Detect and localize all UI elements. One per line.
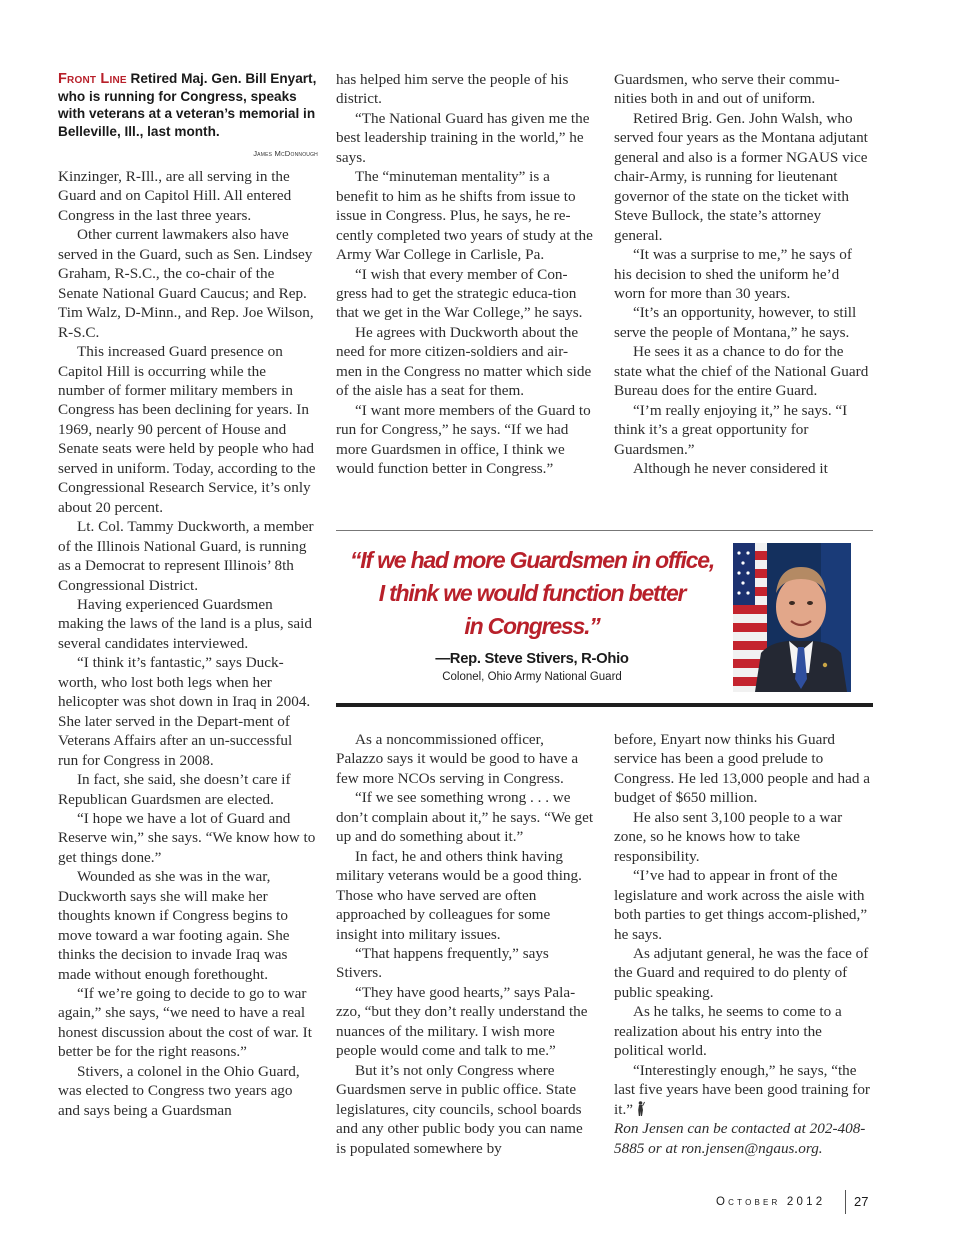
paragraph: “That happens frequently,” says Stivers. — [336, 944, 549, 982]
paragraph: Kinzinger, R-Ill., are all serving in the Guard and on Capitol Hill. All entered Congress in the last three years. — [58, 168, 292, 224]
caption-tag: Front Line — [58, 71, 127, 87]
paragraph: The “minuteman mentality” is a benefit to him as he shifts from issue to issue in Congress. Plus, he says, he re-cently completed two years of study at the Army War College in Carlisle, Pa. — [336, 168, 593, 264]
pullquote-top-rule — [336, 530, 873, 531]
paragraph: As he talks, he seems to come to a realization about his entry into the political world. — [614, 1003, 842, 1060]
paragraph: In fact, he and others think having military veterans would be a good thing. Those who have served are often approached by colleagues for some insight into military issues. — [336, 847, 582, 943]
paragraph: He also sent 3,100 people to a war zone, so he knows how to take responsibility. — [614, 808, 843, 865]
pull-quote — [336, 544, 728, 683]
paragraph: In fact, she said, she doesn’t care if Republican Guardsmen are elected. — [58, 771, 291, 808]
pullquote-bottom-rule — [336, 703, 873, 707]
paragraph: Other current lawmakers also have served in the Guard, such as Sen. Lindsey Graham, R-S.C., the co-chair of the Senate National Guard Caucus; and Rep. Tim Walz, D-Minn., and Rep. Joe Wilson, R-S.C. — [58, 226, 314, 341]
article-column-1 — [58, 167, 316, 1120]
paragraph: Stivers, a colonel in the Ohio Guard, was elected to Congress two years ago and says being a Guardsman — [58, 1062, 300, 1119]
portrait-photo — [733, 543, 851, 692]
paragraph: “I think it’s fantastic,” says Duck-worth, who lost both legs when her helicopter was shot down in Iraq in 2004. She later served in the Depart-ment of Veterans Affairs after an un-successful run for Congress in 2008. — [58, 654, 311, 769]
pull-quote-line: I think we would function better — [378, 580, 686, 606]
paragraph: “I wish that every member of Con-gress had to get the strategic educa-tion that we get in the War College,” he says. — [336, 265, 583, 322]
article-column-2-lower — [336, 730, 594, 1158]
portrait-illustration — [733, 543, 851, 692]
caption-text: Retired Maj. Gen. Bill Enyart, who is running for Congress, speaks with veterans at a veteran’s memorial in Belleville, Ill., last month. — [58, 71, 317, 139]
pull-quote-line: in Congress.” — [464, 613, 600, 639]
photo-caption — [58, 70, 320, 140]
minuteman-end-icon — [636, 1101, 645, 1116]
footer-divider — [845, 1190, 846, 1214]
paragraph: As a noncommissioned officer, Palazzo says it would be good to have a few more NCOs serving in Congress. — [336, 731, 579, 787]
paragraph: Having experienced Guardsmen making the laws of the land is a plus, said several candidates interviewed. — [58, 595, 312, 652]
photo-credit: James McDonnough — [253, 149, 318, 158]
paragraph: Guardsmen, who serve their commu-nities both in and out of uniform. — [614, 71, 840, 108]
paragraph: “It’s an opportunity, however, to still serve the people of Montana,” he says. — [614, 304, 857, 341]
paragraph: “They have good hearts,” says Pala-zzo, “but they don’t really understand the nuances of the military. I wish more people would come and talk to me.” — [336, 983, 588, 1060]
paragraph: He agrees with Duckworth about the need for more citizen-soldiers and air-men in the Congress no matter which side of the aisle has a seat for them. — [336, 323, 592, 400]
paragraph: “I want more members of the Guard to run for Congress,” he says. “If we had more Guardsmen in office, I think we would function better in Congress.” — [336, 401, 591, 478]
paragraph: “If we’re going to decide to go to war again,” she says, “we need to have a real honest discussion about the cost of war. It better be for the right reasons.” — [58, 985, 312, 1061]
paragraph: Lt. Col. Tammy Duckworth, a member of the Illinois National Guard, is running as a Democrat to represent Illinois’ 8th Congressional District. — [58, 518, 314, 594]
paragraph: Although he never considered it — [633, 460, 828, 478]
paragraph: “I’m really enjoying it,” he says. “I think it’s a great opportunity for Guardsmen.” — [614, 401, 848, 458]
article-column-2 — [336, 70, 594, 479]
closing-paragraph-text: “Interestingly enough,” he says, “the last five years have been good training for it.” — [614, 1061, 870, 1118]
paragraph: “The National Guard has given me the best leadership training in the world,” he says. — [336, 109, 590, 166]
paragraph: Wounded as she was in the war, Duckworth says she will make her thoughts known if Congress begins to move toward a war footing again. She thinks the decision to invade Iraq was made without enough forethought. — [58, 868, 290, 983]
footer-issue-date: October 2012 — [716, 1196, 826, 1208]
pull-quote-line: “If we had more Guardsmen in office, — [349, 547, 715, 573]
paragraph: before, Enyart now thinks his Guard service has been a good prelude to Congress. He led 13,000 people and had a budget of $650 million. — [614, 731, 871, 807]
paragraph: has helped him serve the people of his district. — [336, 71, 569, 108]
paragraph: But it’s not only Congress where Guardsmen serve in public office. State legislatures, city councils, school boards and any other public body you can name is populated somewhere by — [336, 1061, 583, 1157]
paragraph: “I hope we have a lot of Guard and Reserve win,” she says. “We know how to get things done.” — [58, 809, 316, 866]
article-column-3 — [614, 70, 870, 479]
paragraph: This increased Guard presence on Capitol Hill is occurring while the number of former military members in Congress has been declining for years. In 1969, nearly 90 percent of House and Senate seats were held by people who had served in uniform. Today, according to the Congressional Research Service, it’s only about 20 percent. — [58, 343, 316, 516]
paragraph — [614, 1061, 870, 1119]
pull-quote-attribution: —Rep. Steve Stivers, R-Ohio — [435, 651, 629, 667]
pull-quote-rank: Colonel, Ohio Army National Guard — [442, 671, 622, 683]
page-number: 27 — [854, 1194, 869, 1209]
paragraph: He sees it as a chance to do for the state what the chief of the National Guard Bureau does for the entire Guard. — [614, 343, 869, 400]
pull-quote-text — [336, 544, 728, 643]
paragraph: As adjutant general, he was the face of the Guard and required to do plenty of public speaking. — [614, 944, 869, 1001]
paragraph: “I’ve had to appear in front of the legislature and work across the aisle with both parties to get things accom-plished,” he says. — [614, 867, 868, 943]
paragraph: “If we see something wrong . . . we don’t complain about it,” he says. “We get up and do something about it.” — [336, 789, 594, 846]
author-contact: Ron Jensen can be contacted at 202-408-5885 or at ron.jensen@ngaus.org. — [614, 1120, 866, 1157]
paragraph: “It was a surprise to me,” he says of his decision to shed the uniform he’d worn for more than 30 years. — [614, 246, 852, 302]
article-column-3-lower — [614, 730, 870, 1158]
paragraph: Retired Brig. Gen. John Walsh, who served four years as the Montana adjutant general and also is a former NGAUS vice chair-Army, is running for lieutenant governor of the state on the ticket with Steve Bullock, the state’s attorney general. — [614, 109, 868, 244]
